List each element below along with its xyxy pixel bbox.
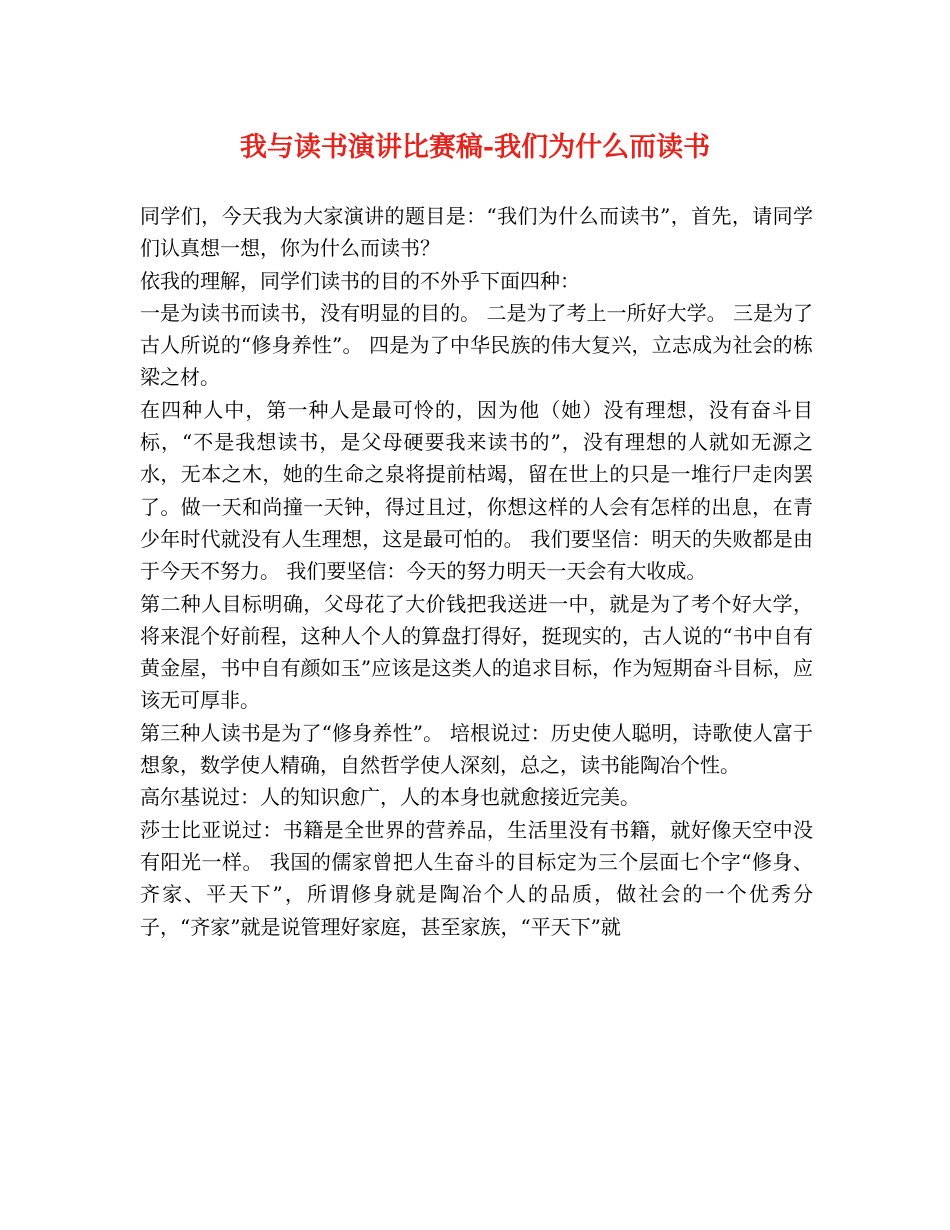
paragraph-1: 同学们，今天我为大家演讲的题目是：“我们为什么而读书”，首先，请同学们认真想一想，你为什么而读书？	[140, 204, 813, 261]
paragraph-5: 第二种人目标明确，父母花了大价钱把我送进一中，就是为了考个好大学，将来混个好前程，这种人个人的算盘打得好，挺现实的，古人说的“书中自有黄金屋，书中自有颜如玉”应该是这类人的追求目标，作为短期奋斗目标，应该无可厚非。	[140, 591, 813, 713]
paragraph-7: 高尔基说过：人的知识愈广，人的本身也就愈接近完美。	[140, 785, 640, 810]
paragraph-3: 一是为读书而读书，没有明显的目的。 二是为了考上一所好大学。 三是为了古人所说的“修身养性”。 四是为了中华民族的伟大复兴，立志成为社会的栋梁之材。	[140, 300, 813, 390]
paragraph-2: 依我的理解，同学们读书的目的不外乎下面四种：	[140, 268, 580, 293]
document-body	[140, 200, 813, 943]
paragraph-6: 第三种人读书是为了“修身养性”。 培根说过：历史使人聪明，诗歌使人富于想象，数学使人精确，自然哲学使人深刻，总之，读书能陶冶个性。	[140, 720, 813, 778]
paragraph-4: 在四种人中，第一种人是最可怜的，因为他（她）没有理想，没有奋斗目标，“不是我想读书，是父母硬要我来读书的”，没有理想的人就如无源之水，无本之木，她的生命之泉将提前枯竭，留在世上的只是一堆行尸走肉罢了。做一天和尚撞一天钟，得过且过，你想这样的人会有怎样的出息，在青少年时代就没有人生理想，这是最可怕的。 我们要坚信：明天的失败都是由于今天不努力。 我们要坚信：今天的努力明天一天会有大收成。	[140, 397, 813, 584]
document-title: 我与读书演讲比赛稿-我们为什么而读书	[239, 132, 711, 163]
paragraph-8: 莎士比亚说过：书籍是全世界的营养品，生活里没有书籍，就好像天空中没有阳光一样。 我国的儒家曾把人生奋斗的目标定为三个层面七个字“修身、齐家、平天下”，所谓修身就是陶冶个人的品质，做社会的一个优秀分子，“齐家”就是说管理好家庭，甚至家族，“平天下”就	[140, 817, 813, 939]
